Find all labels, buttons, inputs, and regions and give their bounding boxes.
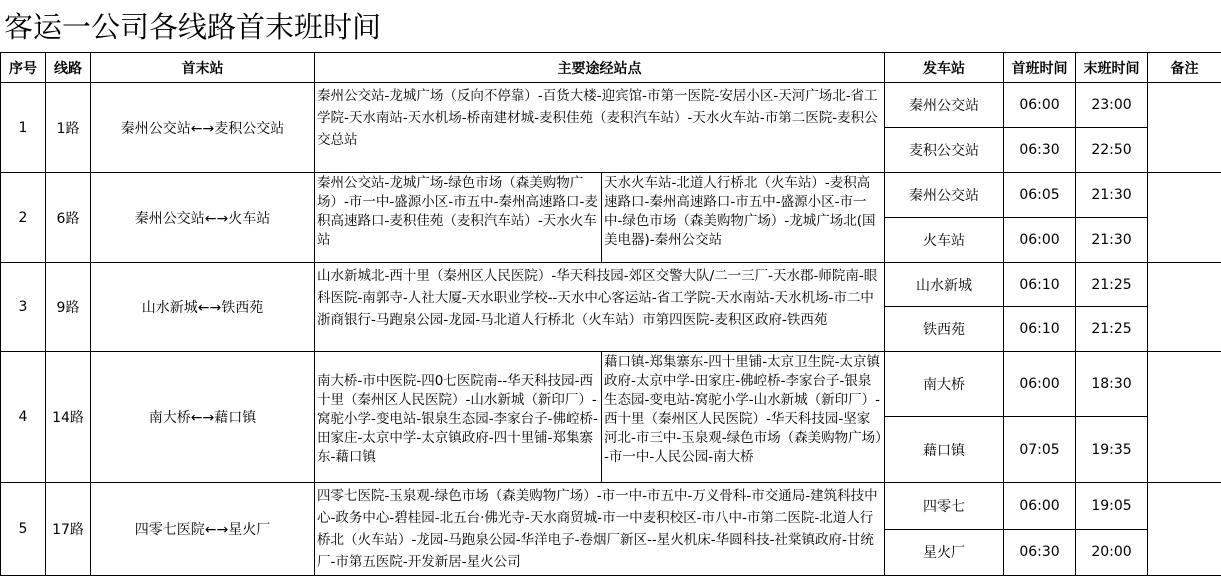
row-idx: 5 — [1, 483, 46, 576]
row-note — [1148, 263, 1221, 352]
header-endpoints: 首末站 — [91, 53, 315, 83]
header-row — [1, 53, 1221, 83]
table-row — [1, 83, 1221, 128]
header-last: 末班时间 — [1076, 53, 1148, 83]
row-station: 火车站 — [885, 218, 1004, 263]
row-first-time: 06:10 — [1004, 307, 1076, 352]
row-station: 秦州公交站 — [885, 83, 1004, 128]
row-idx: 3 — [1, 263, 46, 352]
row-note — [1148, 352, 1221, 483]
row-first-time: 06:10 — [1004, 263, 1076, 307]
row-route-outbound: 秦州公交站-龙城广场-绿色市场（森美购物广场）-市一中-盛源小区-市五中-秦州高速路口-麦积高速路口-麦积佳苑（麦积汽车站）-天水火车站 — [315, 173, 602, 263]
row-station: 星火厂 — [885, 529, 1004, 576]
row-idx: 1 — [1, 83, 46, 173]
row-last-time: 18:30 — [1076, 352, 1148, 417]
row-station: 四零七 — [885, 483, 1004, 530]
row-endpoints: 南大桥←→藉口镇 — [91, 352, 315, 483]
row-first-time: 06:00 — [1004, 218, 1076, 263]
row-last-time: 21:25 — [1076, 263, 1148, 307]
table-row — [1, 173, 1221, 218]
row-route: 山水新城北-西十里（秦州区人民医院）-华天科技园-郊区交警大队/二一三厂-天水郡-师院南-眼科医院-南郭寺-人社大厦-天水职业学校--天水中心客运站-省工学院-天水南站-天水机场-市二中浙商银行-马跑泉公园-龙园-马北道人行桥北（火车站）市第四医院-麦积区政府-铁西苑 — [315, 263, 885, 352]
row-last-time: 21:30 — [1076, 218, 1148, 263]
row-line: 17路 — [46, 483, 91, 576]
row-endpoints: 秦州公交站←→麦积公交站 — [91, 83, 315, 173]
header-route: 主要途经站点 — [315, 53, 885, 83]
row-last-time: 19:35 — [1076, 417, 1148, 483]
row-idx: 2 — [1, 173, 46, 263]
row-last-time: 21:25 — [1076, 307, 1148, 352]
row-last-time: 20:00 — [1076, 529, 1148, 576]
row-endpoints: 秦州公交站←→火车站 — [91, 173, 315, 263]
header-station: 发车站 — [885, 53, 1004, 83]
row-route: 四零七医院-玉泉观-绿色市场（森美购物广场）-市一中-市五中-万义骨科-市交通局-建筑科技中心-政务中心-碧桂园-北五台·佛光寺-天水商贸城-市一中麦积校区-市八中-市第二医院-北道人行桥北（火车站）-龙园-马跑泉公园-华洋电子-卷烟厂新区--星火机床-华圆科技-社棠镇政府-甘统厂-市第五医院-开发新居-星火公司 — [315, 483, 885, 576]
row-line: 1路 — [46, 83, 91, 173]
row-last-time: 19:05 — [1076, 483, 1148, 530]
row-note — [1148, 83, 1221, 173]
row-line: 14路 — [46, 352, 91, 483]
row-station: 铁西苑 — [885, 307, 1004, 352]
row-line: 6路 — [46, 173, 91, 263]
header-line: 线路 — [46, 53, 91, 83]
row-first-time: 06:05 — [1004, 173, 1076, 218]
row-first-time: 06:00 — [1004, 83, 1076, 128]
row-endpoints: 四零七医院←→星火厂 — [91, 483, 315, 576]
row-first-time: 07:05 — [1004, 417, 1076, 483]
table-row — [1, 352, 1221, 417]
row-station: 山水新城 — [885, 263, 1004, 307]
table-row — [1, 483, 1221, 530]
row-route-inbound: 藉口镇-郑集寨东-四十里铺-太京卫生院-太京镇政府-太京中学-田家庄-佛崆桥-李家台子-银泉生态园-变电站-窝驼小学-山水新城（新印厂）-西十里（秦州区人民医院）-华天科技园-坚家河北-市三中-玉泉观-绿色市场（森美购物广场）-市一中-人民公园-南大桥 — [602, 352, 885, 483]
row-station: 麦积公交站 — [885, 128, 1004, 173]
row-note — [1148, 483, 1221, 576]
row-last-time: 21:30 — [1076, 173, 1148, 218]
header-note: 备注 — [1148, 53, 1221, 83]
row-line: 9路 — [46, 263, 91, 352]
row-route: 秦州公交站-龙城广场（反向不停靠）-百货大楼-迎宾馆-市第一医院-安居小区-天河广场北-省工学院-天水南站-天水机场-桥南建材城-麦积佳苑（麦积汽车站）-天水火车站-市第二医院-麦积公交总站 — [315, 83, 885, 173]
row-route-outbound: 南大桥-市中医院-四0七医院南--华天科技园-西十里（秦州区人民医院）-山水新城（新印厂）-窝驼小学-变电站-银泉生态园-李家台子-佛崆桥-田家庄-太京中学-太京镇政府-四十里铺-郑集寨东-藉口镇 — [315, 352, 602, 483]
row-station: 南大桥 — [885, 352, 1004, 417]
row-first-time: 06:00 — [1004, 352, 1076, 417]
row-idx: 4 — [1, 352, 46, 483]
row-first-time: 06:00 — [1004, 483, 1076, 530]
row-first-time: 06:30 — [1004, 529, 1076, 576]
header-idx: 序号 — [1, 53, 46, 83]
schedule-table — [0, 52, 1221, 576]
table-row — [1, 263, 1221, 307]
row-route-inbound: 天水火车站-北道人行桥北（火车站）-麦积高速路口-秦州高速路口-市五中-盛源小区-市一中-绿色市场（森美购物广场）-龙城广场北(国美电器)-秦州公交站 — [602, 173, 885, 263]
row-first-time: 06:30 — [1004, 128, 1076, 173]
row-last-time: 23:00 — [1076, 83, 1148, 128]
row-note — [1148, 173, 1221, 263]
page-title: 客运一公司各线路首末班时间 — [4, 6, 381, 48]
row-endpoints: 山水新城←→铁西苑 — [91, 263, 315, 352]
row-station: 秦州公交站 — [885, 173, 1004, 218]
row-last-time: 22:50 — [1076, 128, 1148, 173]
header-first: 首班时间 — [1004, 53, 1076, 83]
row-station: 藉口镇 — [885, 417, 1004, 483]
